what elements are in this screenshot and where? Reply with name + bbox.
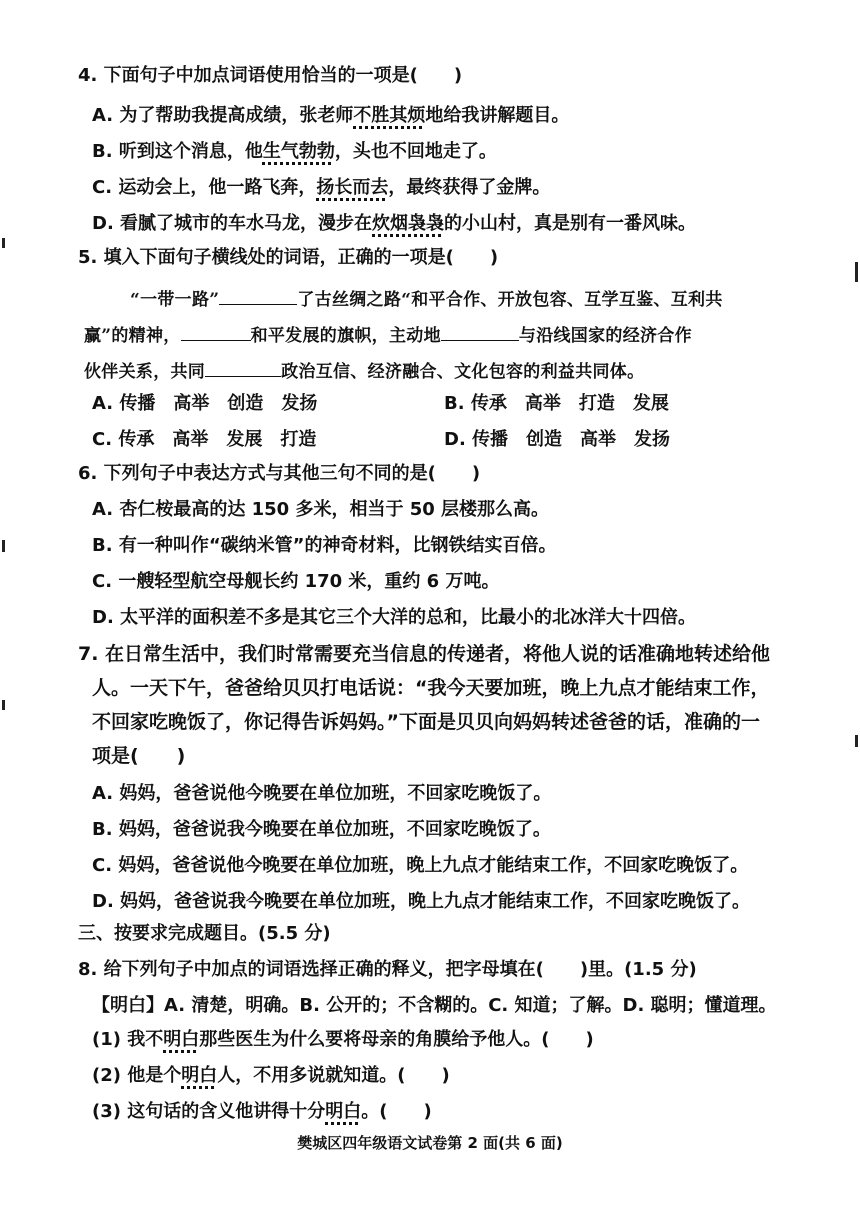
- q7-option-b: B. 妈妈，爸爸说我今晚要在单位加班，不回家吃晚饭了。: [92, 819, 551, 840]
- fill-blank: [205, 358, 281, 377]
- right-edge-mark: [855, 262, 858, 282]
- q5-stem: 5. 填入下面句子横线处的词语，正确的一项是( ): [78, 247, 499, 268]
- dotted-word: 明白: [163, 1029, 200, 1050]
- q8-sentence-1: (1) 我不明白那些医生为什么要将母亲的角膜给予他人。( ): [92, 1029, 594, 1050]
- q7-stem-line-1: 7. 在日常生活中，我们时常需要充当信息的传递者，将他人说的话准确地转述给他: [78, 643, 771, 665]
- fill-blank: [441, 322, 519, 341]
- page-footer: 樊城区四年级语文试卷第 2 面(共 6 面): [297, 1134, 563, 1152]
- q6-option-b: B. 有一种叫作“碳纳米管”的神奇材料，比钢铁结实百倍。: [92, 535, 557, 556]
- q8-meanings: 【明白】A. 清楚，明确。B. 公开的；不含糊的。C. 知道；了解。D. 聪明；懂道理。: [92, 995, 777, 1016]
- dotted-word: 扬长而去: [316, 177, 389, 198]
- fill-blank: [219, 286, 297, 305]
- q7-stem-line-2: 人。一天下午，爸爸给贝贝打电话说：“我今天要加班，晚上九点才能结束工作，: [92, 677, 770, 699]
- q7-option-c: C. 妈妈，爸爸说他今晚要在单位加班，晚上九点才能结束工作，不回家吃晚饭了。: [92, 855, 749, 876]
- left-edge-mark: [2, 238, 5, 248]
- q4-option-a: A. 为了帮助我提高成绩，张老师不胜其烦地给我讲解题目。: [92, 105, 570, 126]
- q5-option-a: A. 传播 高举 创造 发扬: [92, 393, 318, 414]
- q8-sentence-3: (3) 这句话的含义他讲得十分明白。( ): [92, 1101, 432, 1122]
- q6-stem: 6. 下列句子中表达方式与其他三句不同的是( ): [78, 463, 481, 484]
- dotted-word: 不胜其烦: [353, 105, 426, 126]
- q8-stem: 8. 给下列句子中加点的词语选择正确的释义，把字母填在( )里。(1.5 分): [78, 959, 697, 980]
- q7-stem-line-4: 项是( ): [92, 745, 186, 767]
- dotted-word: 生气勃勃: [262, 141, 335, 162]
- q7-option-a: A. 妈妈，爸爸说他今晚要在单位加班，不回家吃晚饭了。: [92, 783, 552, 804]
- left-edge-mark: [2, 540, 5, 552]
- q6-option-d: D. 太平洋的面积差不多是其它三个大洋的总和，比最小的北冰洋大十四倍。: [92, 607, 697, 628]
- dotted-word: 明白: [325, 1101, 362, 1122]
- right-edge-mark: [855, 735, 858, 747]
- q5-passage-line-2: 赢”的精神， 和平发展的旗帜，主动地 与沿线国家的经济合作: [84, 322, 692, 348]
- q4-stem: 4. 下面句子中加点词语使用恰当的一项是( ): [78, 65, 463, 86]
- q4-option-c: C. 运动会上，他一路飞奔，扬长而去，最终获得了金牌。: [92, 177, 551, 198]
- q5-option-d: D. 传播 创造 高举 发扬: [444, 429, 671, 450]
- q6-option-a: A. 杏仁桉最高的达 150 多米，相当于 50 层楼那么高。: [92, 499, 550, 520]
- dotted-word: 炊烟袅袅: [372, 213, 445, 234]
- q6-option-c: C. 一艘轻型航空母舰长约 170 米，重约 6 万吨。: [92, 571, 500, 592]
- fill-blank: [181, 322, 251, 341]
- q5-option-c: C. 传承 高举 发展 打造: [92, 429, 317, 450]
- q5-passage-line-3: 伙伴关系，共同 政治互信、经济融合、文化包容的利益共同体。: [84, 358, 644, 384]
- q8-sentence-2: (2) 他是个明白人，不用多说就知道。( ): [92, 1065, 450, 1086]
- q7-stem-line-3: 不回家吃晚饭了，你记得告诉妈妈。”下面是贝贝向妈妈转述爸爸的话，准确的一: [92, 711, 760, 733]
- dotted-word: 明白: [181, 1065, 218, 1086]
- left-edge-mark: [2, 700, 5, 710]
- q4-option-d: D. 看腻了城市的车水马龙，漫步在炊烟袅袅的小山村，真是别有一番风味。: [92, 213, 697, 234]
- q5-option-b: B. 传承 高举 打造 发展: [444, 393, 669, 414]
- q7-option-d: D. 妈妈，爸爸说我今晚要在单位加班，晚上九点才能结束工作，不回家吃晚饭了。: [92, 891, 751, 912]
- q5-passage-line-1: “一带一路” 了古丝绸之路“和平合作、开放包容、互学互鉴、互利共: [130, 286, 723, 312]
- q4-option-b: B. 听到这个消息，他生气勃勃，头也不回地走了。: [92, 141, 497, 162]
- section-3-heading: 三、按要求完成题目。(5.5 分): [78, 923, 331, 944]
